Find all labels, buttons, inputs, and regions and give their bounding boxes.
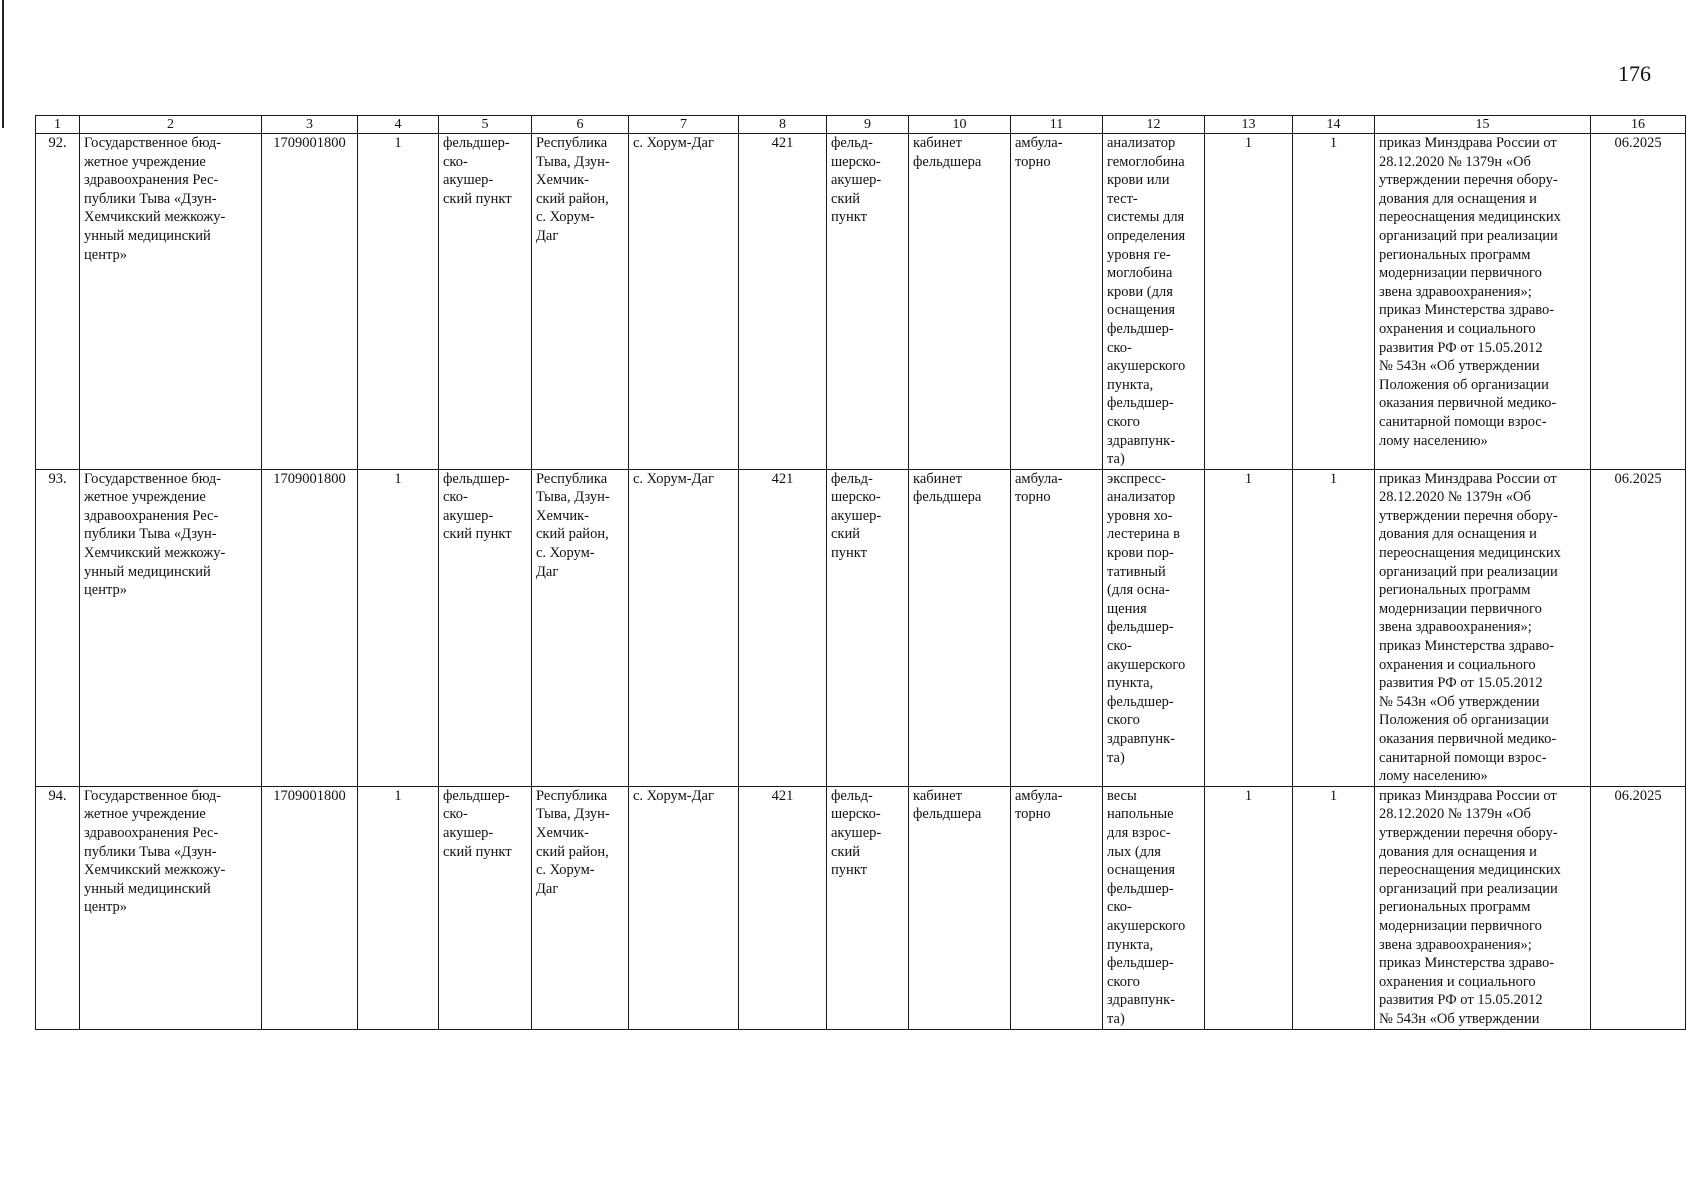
equipment-cell: экспресс- анализатор уровня хо- лестерина в крови пор- тативный (для осна- щения фельдшер- ско- акушерского пункта, фельдшер- ского здравпунк- та) [1103, 469, 1205, 786]
row-number: 92. [36, 134, 80, 470]
units-required-cell: 1 [1205, 786, 1293, 1029]
column-number: 11 [1011, 116, 1103, 134]
population-cell: 421 [739, 134, 827, 470]
column-number: 4 [358, 116, 439, 134]
column-number: 15 [1375, 116, 1591, 134]
quantity-cell: 1 [358, 469, 439, 786]
column-number-row [36, 116, 1686, 134]
code-cell: 1709001800 [262, 134, 358, 470]
date-cell: 06.2025 [1591, 134, 1686, 470]
facility-type-cell: фельдшер- ско- акушер- ский пункт [439, 469, 532, 786]
units-planned-cell: 1 [1293, 469, 1375, 786]
quantity-cell: 1 [358, 786, 439, 1029]
units-required-cell: 1 [1205, 469, 1293, 786]
table-row [36, 134, 1686, 470]
date-cell: 06.2025 [1591, 469, 1686, 786]
units-required-cell: 1 [1205, 134, 1293, 470]
column-number: 16 [1591, 116, 1686, 134]
room-cell: кабинет фельдшера [909, 469, 1011, 786]
legal-basis-cell: приказ Минздрава России от 28.12.2020 № 1379н «Об утверждении перечня обору- дования для оснащения и переоснащения медицинских организаций при реализации региональных программ модернизации первичного звена здравоохранения»; приказ Минстерства здраво- охранения и социального развития РФ от 15.05.2012 № 543н «Об утверждении [1375, 786, 1591, 1029]
code-cell: 1709001800 [262, 469, 358, 786]
column-number: 10 [909, 116, 1011, 134]
code-cell: 1709001800 [262, 786, 358, 1029]
care-form-cell: амбула- торно [1011, 469, 1103, 786]
population-cell: 421 [739, 469, 827, 786]
column-number: 5 [439, 116, 532, 134]
legal-basis-cell: приказ Минздрава России от 28.12.2020 № 1379н «Об утверждении перечня обору- дования для оснащения и переоснащения медицинских организаций при реализации региональных программ модернизации первичного звена здравоохранения»; приказ Минстерства здраво- охранения и социального развития РФ от 15.05.2012 № 543н «Об утверждении Положения об организации оказания первичной медико- санитарной помощи взрос- лому населению» [1375, 469, 1591, 786]
room-cell: кабинет фельдшера [909, 134, 1011, 470]
equipment-cell: весы напольные для взрос- лых (для оснащения фельдшер- ско- акушерского пункта, фельдшер- ского здравпунк- та) [1103, 786, 1205, 1029]
page-number: 176 [1618, 61, 1651, 86]
care-form-cell: амбула- торно [1011, 134, 1103, 470]
column-number: 2 [80, 116, 262, 134]
scan-margin-line [2, 0, 4, 128]
facility-type-cell: фельдшер- ско- акушер- ский пункт [439, 134, 532, 470]
address-cell: Республика Тыва, Дзун- Хемчик- ский район, с. Хорум- Даг [532, 786, 629, 1029]
column-number: 12 [1103, 116, 1205, 134]
table-row [36, 469, 1686, 786]
division-cell: фельд- шерско- акушер- ский пункт [827, 469, 909, 786]
units-planned-cell: 1 [1293, 134, 1375, 470]
column-number: 14 [1293, 116, 1375, 134]
address-cell: Республика Тыва, Дзун- Хемчик- ский район, с. Хорум- Даг [532, 469, 629, 786]
column-number: 9 [827, 116, 909, 134]
locality-cell: с. Хорум-Даг [629, 786, 739, 1029]
address-cell: Республика Тыва, Дзун- Хемчик- ский район, с. Хорум- Даг [532, 134, 629, 470]
population-cell: 421 [739, 786, 827, 1029]
division-cell: фельд- шерско- акушер- ский пункт [827, 134, 909, 470]
care-form-cell: амбула- торно [1011, 786, 1103, 1029]
column-number: 7 [629, 116, 739, 134]
room-cell: кабинет фельдшера [909, 786, 1011, 1029]
locality-cell: с. Хорум-Даг [629, 469, 739, 786]
legal-basis-cell: приказ Минздрава России от 28.12.2020 № 1379н «Об утверждении перечня обору- дования для оснащения и переоснащения медицинских организаций при реализации региональных программ модернизации первичного звена здравоохранения»; приказ Минстерства здраво- охранения и социального развития РФ от 15.05.2012 № 543н «Об утверждении Положения об организации оказания первичной медико- санитарной помощи взрос- лому населению» [1375, 134, 1591, 470]
organization-cell: Государственное бюд- жетное учреждение здравоохранения Рес- публики Тыва «Дзун- Хемчикский межкожу- унный медицинский центр» [80, 134, 262, 470]
date-cell: 06.2025 [1591, 786, 1686, 1029]
equipment-cell: анализатор гемоглобина крови или тест- системы для определения уровня ге- моглобина крови (для оснащения фельдшер- ско- акушерского пункта, фельдшер- ского здравпунк- та) [1103, 134, 1205, 470]
division-cell: фельд- шерско- акушер- ский пункт [827, 786, 909, 1029]
column-number: 8 [739, 116, 827, 134]
column-number: 13 [1205, 116, 1293, 134]
column-number: 1 [36, 116, 80, 134]
column-number: 3 [262, 116, 358, 134]
equipment-register-table [35, 115, 1686, 1030]
units-planned-cell: 1 [1293, 786, 1375, 1029]
table-row [36, 786, 1686, 1029]
quantity-cell: 1 [358, 134, 439, 470]
organization-cell: Государственное бюд- жетное учреждение здравоохранения Рес- публики Тыва «Дзун- Хемчикский межкожу- унный медицинский центр» [80, 469, 262, 786]
row-number: 94. [36, 786, 80, 1029]
row-number: 93. [36, 469, 80, 786]
facility-type-cell: фельдшер- ско- акушер- ский пункт [439, 786, 532, 1029]
column-number: 6 [532, 116, 629, 134]
organization-cell: Государственное бюд- жетное учреждение здравоохранения Рес- публики Тыва «Дзун- Хемчикский межкожу- унный медицинский центр» [80, 786, 262, 1029]
locality-cell: с. Хорум-Даг [629, 134, 739, 470]
